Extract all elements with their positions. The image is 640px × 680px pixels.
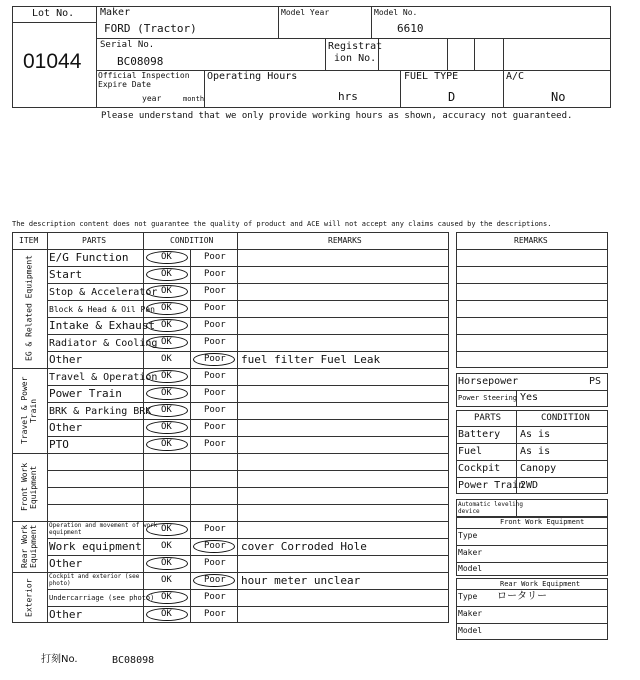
ok-label: OK (161, 422, 172, 432)
rear-type-label: Type (458, 592, 478, 601)
ok-circle (146, 370, 188, 383)
group-divider (12, 453, 449, 454)
fuel-value: As is (520, 446, 551, 457)
part-label: Other (49, 353, 83, 366)
registration-label-2: ion No. (334, 53, 377, 64)
front-work-label: Front Work Equipment (500, 518, 585, 526)
maker-value: FORD (Tractor) (104, 22, 197, 35)
group-label: Front Work Equipment (20, 462, 38, 512)
poor-circle (193, 540, 235, 553)
divider (12, 22, 96, 23)
group-label: Travel & Power Train (20, 376, 38, 445)
row-divider (47, 436, 449, 437)
divider (456, 266, 608, 267)
divider (96, 38, 611, 39)
right-condition-label: CONDITION (541, 413, 590, 423)
ok-label: OK (161, 541, 172, 551)
cockpit-label: Cockpit (458, 463, 501, 474)
group-label: Rear Work Equipment (20, 524, 38, 569)
group-divider (12, 572, 449, 573)
poor-label: Poor (204, 592, 226, 602)
divider (456, 283, 608, 284)
ok-label: OK (161, 337, 172, 347)
divider (456, 300, 608, 301)
model-no-value: 6610 (397, 22, 424, 35)
poor-label: Poor (204, 388, 226, 398)
model-year-label: Model Year (281, 8, 330, 17)
poor-label: Poor (204, 371, 226, 381)
poor-label: Poor (204, 405, 226, 415)
rear-model-label: Model (458, 626, 483, 635)
ok-circle (146, 421, 188, 434)
power-train-value: 2WD (520, 480, 539, 491)
divider (447, 38, 448, 70)
divider (456, 443, 608, 444)
divider (456, 589, 608, 590)
ok-circle (146, 523, 188, 536)
rear-type-value: ロータリー (497, 591, 547, 602)
part-label: BRK & Parking BRK (49, 406, 152, 417)
front-model-label: Model (458, 564, 483, 573)
hours-note: Please understand that we only provide working hours as shown, accuracy not guaranteed. (101, 111, 573, 121)
remark-text: hour meter unclear (241, 574, 361, 587)
row-divider (47, 606, 449, 607)
ok-circle (146, 608, 188, 621)
ok-circle (146, 387, 188, 400)
poor-label: Poor (204, 541, 226, 551)
header-remarks: REMARKS (328, 236, 362, 245)
fuel-label: Fuel (458, 446, 483, 457)
divider (456, 528, 608, 529)
model-no-label: Model No. (374, 8, 418, 17)
divider (456, 460, 608, 461)
horsepower-unit: PS (589, 376, 602, 387)
divider (503, 70, 504, 108)
ok-circle (146, 285, 188, 298)
group-divider (12, 521, 449, 522)
group-label: Exterior (24, 578, 34, 617)
poor-label: Poor (204, 269, 226, 279)
part-label: Radiator & Cooling (49, 338, 158, 349)
ok-label: OK (161, 592, 172, 602)
ok-label: OK (161, 609, 172, 619)
registration-label-1: Registrat (328, 41, 383, 52)
divider (456, 390, 608, 391)
part-label: E/G Function (49, 251, 129, 264)
poor-circle (193, 574, 235, 587)
row-divider (47, 266, 449, 267)
part-label: Start (49, 268, 83, 281)
divider (456, 562, 608, 563)
right-parts-label: PARTS (474, 413, 502, 423)
ok-label: OK (161, 388, 172, 398)
part-label: Work equipment (49, 540, 142, 553)
ok-circle (146, 404, 188, 417)
divider (371, 6, 372, 38)
row-divider (47, 402, 449, 403)
row-divider (47, 334, 449, 335)
row-divider (47, 317, 449, 318)
divider (400, 70, 401, 108)
poor-label: Poor (204, 575, 226, 585)
poor-label: Poor (204, 558, 226, 568)
ok-label: OK (161, 439, 172, 449)
right-remarks-label: REMARKS (514, 236, 548, 245)
power-steering-label: Power Steering (458, 394, 518, 402)
row-divider (47, 385, 449, 386)
horsepower-label: Horsepower (458, 376, 519, 387)
part-label: Stop & Accelerator (49, 287, 158, 298)
part-label: Cockpit and exterior (see photo) (49, 573, 140, 587)
ok-circle (146, 302, 188, 315)
poor-label: Poor (204, 524, 226, 534)
cockpit-value: Canopy (520, 463, 557, 474)
ok-circle (146, 591, 188, 604)
row-divider (47, 487, 449, 488)
row-divider (47, 300, 449, 301)
poor-circle (193, 353, 235, 366)
row-divider (47, 351, 449, 352)
ok-circle (146, 319, 188, 332)
divider (456, 317, 608, 318)
battery-label: Battery (458, 429, 501, 440)
remark-text: cover Corroded Hole (241, 540, 367, 553)
divider (12, 249, 449, 250)
row-divider (47, 283, 449, 284)
header-frame (12, 6, 611, 108)
ok-label: OK (161, 371, 172, 381)
row-divider (47, 555, 449, 556)
poor-label: Poor (204, 609, 226, 619)
power-steering-value: Yes (520, 392, 539, 403)
part-label: Power Train (49, 387, 122, 400)
poor-label: Poor (204, 320, 226, 330)
fuel-type-value: D (448, 90, 456, 104)
ok-label: OK (161, 405, 172, 415)
ok-label: OK (161, 320, 172, 330)
row-divider (47, 419, 449, 420)
header-parts: PARTS (82, 236, 107, 245)
divider (456, 606, 608, 607)
lot-no: 01044 (23, 50, 82, 73)
divider (456, 351, 608, 352)
divider (456, 477, 608, 478)
part-label: Travel & Operation (49, 372, 158, 383)
divider (456, 623, 608, 624)
operating-hours-label: Operating Hours (207, 71, 298, 82)
ok-label: OK (161, 252, 172, 262)
divider (503, 38, 504, 70)
divider (47, 232, 48, 623)
divider (237, 232, 238, 623)
ok-circle (146, 336, 188, 349)
divider (456, 426, 608, 427)
maker-label: Maker (100, 7, 131, 18)
inspection-label-2: Expire Date (98, 80, 151, 89)
ac-value: No (551, 90, 566, 104)
group-divider (12, 368, 449, 369)
ok-circle (146, 251, 188, 264)
divider (278, 6, 279, 38)
row-divider (47, 504, 449, 505)
serial-no-label: Serial No. (100, 40, 155, 50)
ok-label: OK (161, 303, 172, 313)
fuel-type-label: FUEL TYPE (404, 71, 459, 82)
auto-leveling-label-2: device (458, 508, 480, 515)
poor-label: Poor (204, 286, 226, 296)
divider (96, 6, 97, 108)
part-label: Block & Head & Oil Pan (49, 305, 155, 314)
front-type-label: Type (458, 531, 478, 540)
auto-leveling-label-1: Automatic leveling (458, 501, 524, 508)
row-divider (47, 470, 449, 471)
ok-circle (146, 557, 188, 570)
part-label: Undercarriage (see photo) (49, 594, 155, 602)
stamp-no-value: BC08098 (112, 655, 155, 666)
lot-no-label: Lot No. (32, 8, 75, 19)
poor-label: Poor (204, 252, 226, 262)
rear-maker-label: Maker (458, 609, 483, 618)
month-label: month (183, 95, 205, 103)
ok-circle (146, 268, 188, 281)
hrs-label: hrs (338, 90, 358, 103)
remark-text: fuel filter Fuel Leak (241, 353, 381, 366)
divider (456, 545, 608, 546)
serial-no-value: BC08098 (117, 55, 164, 68)
poor-label: Poor (204, 439, 226, 449)
divider (325, 38, 326, 70)
ok-label: OK (161, 354, 172, 364)
ok-label: OK (161, 286, 172, 296)
poor-label: Poor (204, 337, 226, 347)
front-maker-label: Maker (458, 548, 483, 557)
part-label: Intake & Exhaust (49, 319, 155, 332)
group-label: EG & Related Equipment (24, 255, 34, 362)
year-label: year (142, 94, 162, 103)
power-train-label: Power Train (458, 480, 525, 491)
description-note: The description content does not guarantee the quality of product and ACE will not accept any claims caused by the descriptions. (12, 220, 552, 228)
part-label: Other (49, 608, 83, 621)
poor-label: Poor (204, 303, 226, 313)
divider (204, 70, 205, 108)
battery-value: As is (520, 429, 551, 440)
rear-work-label: Rear Work Equipment (500, 580, 581, 588)
ac-label: A/C (506, 71, 525, 82)
stamp-no-label: 打刻No. (41, 654, 78, 665)
part-label: Other (49, 557, 83, 570)
ok-label: OK (161, 524, 172, 534)
poor-label: Poor (204, 422, 226, 432)
row-divider (47, 538, 449, 539)
divider (474, 38, 475, 70)
ok-label: OK (161, 575, 172, 585)
header-item: ITEM (19, 236, 39, 245)
part-label: PTO (49, 438, 69, 451)
ok-label: OK (161, 558, 172, 568)
divider (456, 334, 608, 335)
poor-label: Poor (204, 354, 226, 364)
part-label: Operation and movement of work equipment (49, 522, 158, 536)
ok-circle (146, 438, 188, 451)
divider (456, 249, 608, 250)
ok-label: OK (161, 269, 172, 279)
part-label: Other (49, 421, 83, 434)
row-divider (47, 589, 449, 590)
header-condition: CONDITION (170, 236, 214, 245)
inspection-label-1: Official Inspection (98, 71, 190, 80)
